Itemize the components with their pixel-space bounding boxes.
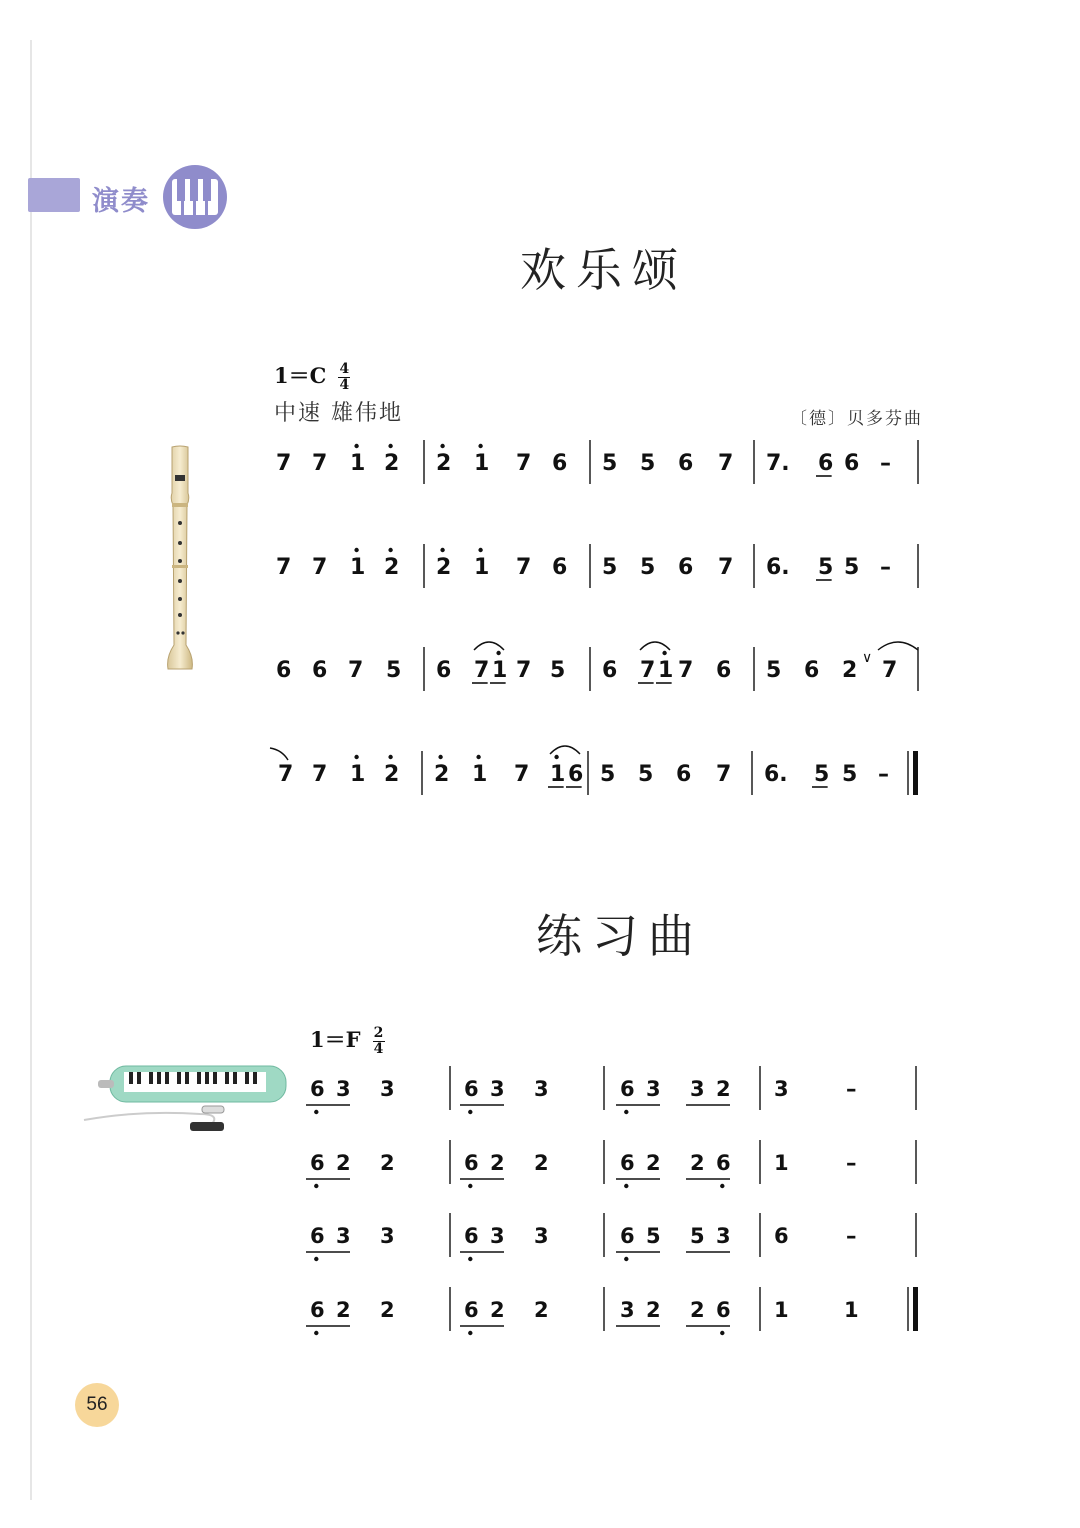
song1-note: 6 — [804, 658, 820, 683]
song2-note: 1 — [774, 1151, 789, 1175]
song1-note: 2 — [384, 451, 400, 476]
song1-octave-dot-high — [496, 651, 500, 655]
song2-note: 2 — [534, 1151, 549, 1175]
song2-title: 练习曲 — [536, 909, 704, 963]
song2-octave-dot-low — [468, 1110, 472, 1114]
song2-note: 2 — [336, 1298, 351, 1322]
song1-time-bottom: 4 — [339, 377, 350, 393]
song2-final-barline-thick — [913, 1287, 918, 1331]
song1-note: 2 — [842, 658, 858, 683]
song2-octave-dot-low — [624, 1110, 628, 1114]
song1-note: 5 — [600, 762, 616, 787]
song1-note: 7 — [312, 451, 328, 476]
song1-note: 5 — [386, 658, 402, 683]
song1-note: 7 — [718, 555, 734, 580]
song1-note: 5 — [640, 555, 656, 580]
song1-note: 6 — [716, 658, 732, 683]
song1-note: 2 — [384, 555, 400, 580]
song2-octave-dot-low — [314, 1110, 318, 1114]
song2-note: 6 — [310, 1298, 325, 1322]
song2-note: 6 — [464, 1151, 479, 1175]
song1-note: 1 — [492, 658, 508, 683]
song1-key: 1＝C — [274, 363, 327, 388]
song1-note: 6. — [764, 762, 788, 787]
song2-octave-dot-low — [720, 1331, 724, 1335]
song2-note: 6 — [310, 1077, 325, 1101]
song1-note: 6 — [818, 451, 834, 476]
song2-note: 5 — [646, 1224, 661, 1248]
song2-note: – — [846, 1077, 857, 1101]
song2-octave-dot-low — [314, 1257, 318, 1261]
song1-tie-continuation — [270, 748, 288, 760]
song2-note: 6 — [774, 1224, 789, 1248]
song1-note: 2 — [434, 762, 450, 787]
song1-octave-dot-high — [478, 444, 482, 448]
song1-note: 6 — [678, 451, 694, 476]
song1-note: 7 — [516, 658, 532, 683]
song1-note: 7 — [882, 658, 898, 683]
song2-note: 3 — [534, 1077, 549, 1101]
song2-note: 2 — [534, 1298, 549, 1322]
song2-note: 6 — [620, 1224, 635, 1248]
song2-note: 6 — [310, 1224, 325, 1248]
song2-note: 5 — [690, 1224, 705, 1248]
song1-note: 7 — [678, 658, 694, 683]
song1-octave-dot-high — [476, 755, 480, 759]
song2-note: 3 — [534, 1224, 549, 1248]
song1-note: 7 — [278, 762, 294, 787]
song2-octave-dot-low — [468, 1331, 472, 1335]
song1-note: 5 — [818, 555, 834, 580]
song2-note: 2 — [690, 1151, 705, 1175]
song1-note: 6 — [312, 658, 328, 683]
song1-note: 7. — [766, 451, 790, 476]
song1-note: 2 — [436, 451, 452, 476]
song2-note: 2 — [646, 1298, 661, 1322]
song1-note: 5 — [814, 762, 830, 787]
song2-octave-dot-low — [468, 1257, 472, 1261]
song1-octave-dot-high — [388, 755, 392, 759]
section-tab-label: 演奏 — [92, 186, 150, 217]
song1-slur — [640, 642, 670, 650]
song1-note: 7 — [276, 451, 292, 476]
song1-time-top: 4 — [339, 361, 350, 377]
song2-note: 6 — [464, 1077, 479, 1101]
song2-time-bottom: 4 — [373, 1041, 384, 1057]
song1-note: 6. — [766, 555, 790, 580]
page-number: 56 — [86, 1394, 108, 1415]
song1-composer: 〔德〕贝多芬曲 — [790, 409, 923, 429]
song2-note: 2 — [380, 1298, 395, 1322]
song2-octave-dot-low — [624, 1184, 628, 1188]
song2-note: 3 — [380, 1224, 395, 1248]
song1-octave-dot-high — [478, 548, 482, 552]
song1-octave-dot-high — [354, 755, 358, 759]
song2-note: 3 — [336, 1077, 351, 1101]
song1-title: 欢乐颂 — [520, 243, 688, 297]
song1-note: 7 — [474, 658, 490, 683]
song2-octave-dot-low — [468, 1184, 472, 1188]
song1-note: 1 — [472, 762, 488, 787]
song1-note: 5 — [602, 451, 618, 476]
song2-time-top: 2 — [373, 1025, 384, 1041]
song2-octave-dot-low — [314, 1331, 318, 1335]
song1-note: 5 — [842, 762, 858, 787]
song2-note: 3 — [774, 1077, 789, 1101]
song1-note: 6 — [676, 762, 692, 787]
song1-tempo: 中速 雄伟地 — [274, 401, 403, 426]
song1-note: 5 — [550, 658, 566, 683]
song1-note: – — [878, 762, 889, 787]
song1-note: 7 — [514, 762, 530, 787]
song1-note: 6 — [602, 658, 618, 683]
song1-note: 7 — [312, 762, 328, 787]
song1-note: 7 — [640, 658, 656, 683]
song2-note: 6 — [716, 1151, 731, 1175]
song2-note: 2 — [690, 1298, 705, 1322]
song2-note: 2 — [716, 1077, 731, 1101]
song2-note: 1 — [774, 1298, 789, 1322]
song2-note: 3 — [690, 1077, 705, 1101]
song1-final-barline-thick — [913, 751, 918, 795]
song1-note: 7 — [348, 658, 364, 683]
song1-note: – — [880, 555, 891, 580]
song2-note: 6 — [716, 1298, 731, 1322]
song1-note: 5 — [640, 451, 656, 476]
song1-octave-dot-high — [438, 755, 442, 759]
song1-note: 2 — [384, 762, 400, 787]
song1-note: 7 — [516, 555, 532, 580]
song1-slur — [550, 746, 580, 754]
song2-note: 3 — [336, 1224, 351, 1248]
song1-note: 5 — [602, 555, 618, 580]
song1-note: 6 — [568, 762, 584, 787]
song1-note: 6 — [678, 555, 694, 580]
song2-note: 3 — [380, 1077, 395, 1101]
song2-note: – — [846, 1224, 857, 1248]
song2-note: 6 — [620, 1077, 635, 1101]
song2-note: 2 — [490, 1298, 505, 1322]
song1-note: 1 — [474, 451, 490, 476]
song2-note: 2 — [646, 1151, 661, 1175]
song1-note: 7 — [516, 451, 532, 476]
song1-tie — [878, 642, 918, 650]
song1-octave-dot-high — [440, 444, 444, 448]
song1-octave-dot-high — [662, 651, 666, 655]
song2-note: 3 — [490, 1077, 505, 1101]
song1-note: 6 — [844, 451, 860, 476]
song1-note: 7 — [312, 555, 328, 580]
song1-note: 7 — [716, 762, 732, 787]
song1-note: 1 — [350, 451, 366, 476]
song2-note: 6 — [620, 1151, 635, 1175]
song2-note: 2 — [336, 1151, 351, 1175]
song2-octave-dot-low — [720, 1184, 724, 1188]
song2-note: 3 — [620, 1298, 635, 1322]
song2-note: 2 — [380, 1151, 395, 1175]
song1-octave-dot-high — [354, 444, 358, 448]
song1-note: 6 — [436, 658, 452, 683]
song2-note: 6 — [310, 1151, 325, 1175]
song1-note: 5 — [766, 658, 782, 683]
song1-note: 6 — [552, 451, 568, 476]
song1-slur — [474, 642, 504, 650]
song2-note: 3 — [490, 1224, 505, 1248]
song1-octave-dot-high — [388, 548, 392, 552]
song1-note: 1 — [350, 762, 366, 787]
song1-note: 1 — [550, 762, 566, 787]
song2-note: 3 — [646, 1077, 661, 1101]
song1-note: 7 — [718, 451, 734, 476]
song1-note: – — [880, 451, 891, 476]
song1-octave-dot-high — [554, 755, 558, 759]
song1-note: 5 — [638, 762, 654, 787]
song2-note: 6 — [464, 1298, 479, 1322]
song1-octave-dot-high — [440, 548, 444, 552]
song1-note: 1 — [474, 555, 490, 580]
song1-note: 2 — [436, 555, 452, 580]
song2-note: 1 — [844, 1298, 859, 1322]
song2-note: 6 — [464, 1224, 479, 1248]
song2-note: 3 — [716, 1224, 731, 1248]
song1-octave-dot-high — [354, 548, 358, 552]
song2-note: 2 — [490, 1151, 505, 1175]
song1-breath-mark: ∨ — [862, 650, 873, 666]
song1-note: 6 — [276, 658, 292, 683]
song1-note: 1 — [350, 555, 366, 580]
song1-note: 5 — [844, 555, 860, 580]
song1-note: 6 — [552, 555, 568, 580]
song2-key: 1＝F — [310, 1027, 361, 1052]
song1-note: 7 — [276, 555, 292, 580]
song2-note: – — [846, 1151, 857, 1175]
song2-octave-dot-low — [314, 1184, 318, 1188]
song1-octave-dot-high — [388, 444, 392, 448]
song2-octave-dot-low — [624, 1257, 628, 1261]
song1-note: 1 — [658, 658, 674, 683]
